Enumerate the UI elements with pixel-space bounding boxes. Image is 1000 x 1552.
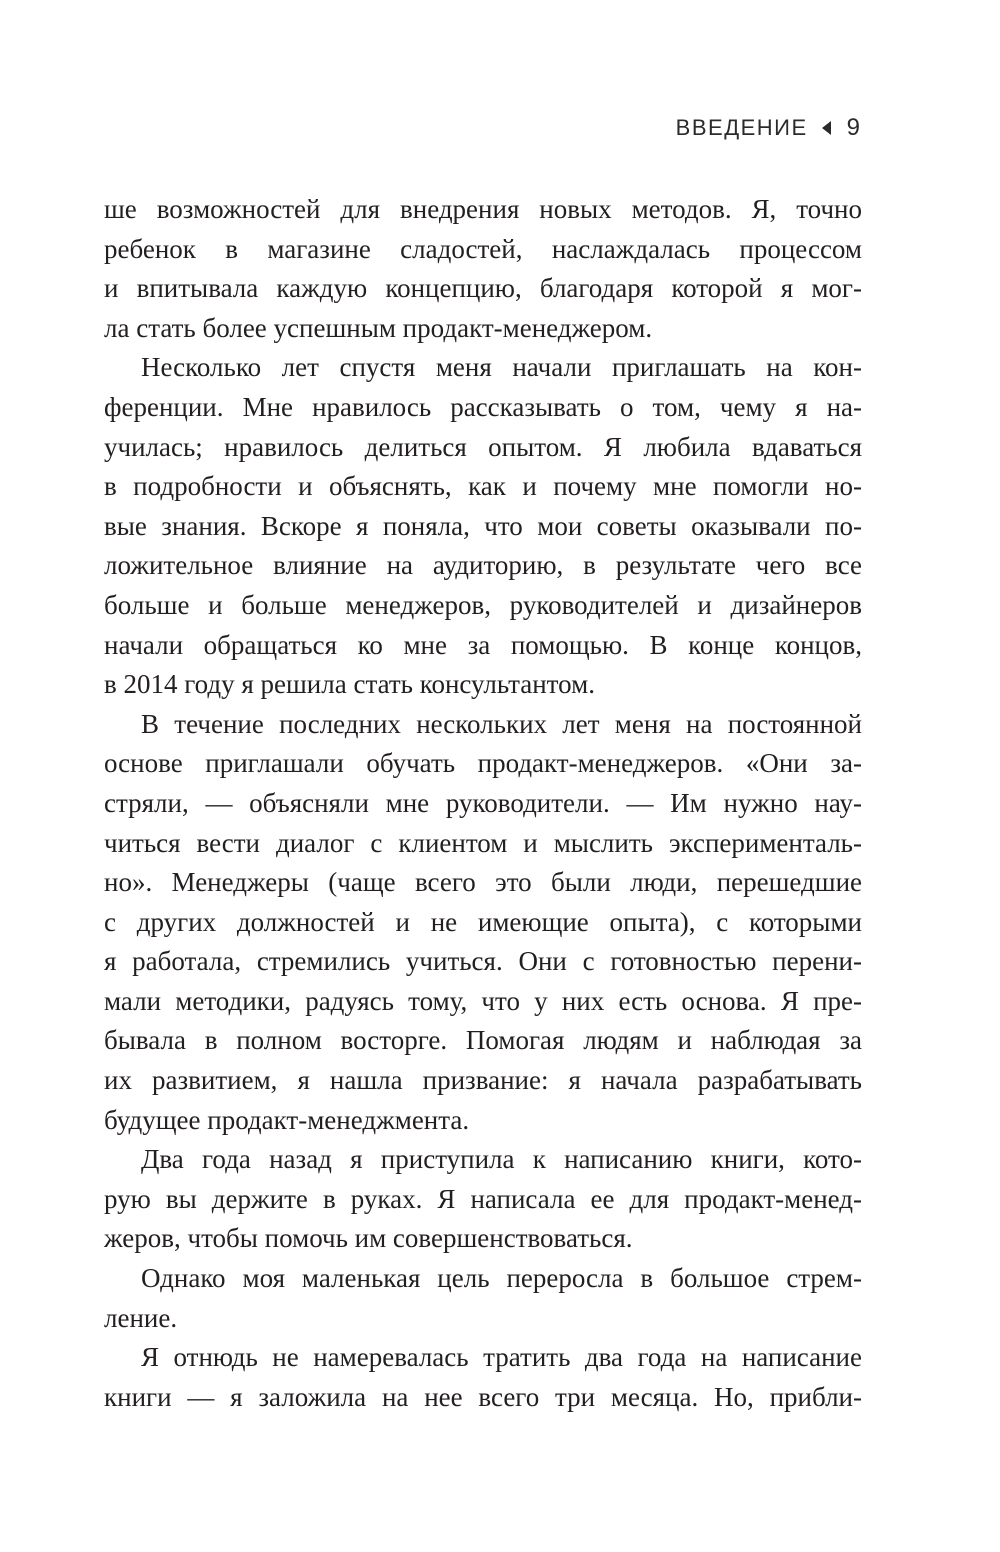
- left-triangle-icon: [822, 121, 831, 135]
- text-line: с других должностей и не имеющие опыта), с которыми: [104, 906, 862, 937]
- text-line: читься вести диалог с клиентом и мыслить эксперименталь-: [104, 827, 862, 858]
- text-line: ление.: [104, 1302, 178, 1333]
- text-line: и впитывала каждую концепцию, благодаря которой я мог-: [104, 273, 862, 304]
- text-line: стряли, — объясняли мне руководители. — Им нужно нау-: [104, 787, 862, 818]
- text-line: я работала, стремились учиться. Они с готовностью перени-: [104, 946, 862, 977]
- text-line: основе приглашали обучать продакт-менеджеров. «Они за-: [104, 748, 862, 779]
- paragraph: [104, 705, 862, 1141]
- text-line: училась; нравилось делиться опытом. Я любила вдаваться: [104, 431, 862, 462]
- text-line: ла стать более успешным продакт-менеджером.: [104, 312, 653, 343]
- text-line: в подробности и объяснять, как и почему мне помогли но-: [104, 471, 862, 502]
- section-title: ВВЕДЕНИЕ: [675, 115, 808, 140]
- text-line: Однако моя маленькая цель переросла в большое стрем-: [141, 1263, 862, 1294]
- text-line: Несколько лет спустя меня начали приглашать на кон-: [141, 352, 862, 383]
- running-head: [676, 114, 860, 142]
- text-line: бывала в полном восторге. Помогая людям и наблюдая за: [104, 1025, 862, 1056]
- page-number: 9: [846, 114, 860, 141]
- text-line: вые знания. Вскоре я поняла, что мои советы оказывали по-: [104, 510, 862, 541]
- paragraph: [104, 1338, 862, 1417]
- text-line: В течение последних нескольких лет меня на постоянной: [141, 708, 862, 739]
- text-line: будущее продакт-менеджмента.: [104, 1104, 470, 1135]
- text-line: книги — я заложила на нее всего три месяца. Но, прибли-: [104, 1381, 862, 1412]
- text-line: их развитием, я нашла призвание: я начала разрабатывать: [104, 1065, 862, 1096]
- text-line: ребенок в магазине сладостей, наслаждалась процессом: [104, 233, 862, 264]
- text-line: начали обращаться ко мне за помощью. В конце концов,: [104, 629, 862, 660]
- text-line: Я отнюдь не намеревалась тратить два года на написание: [141, 1342, 862, 1373]
- text-line: Два года назад я приступила к написанию книги, кото-: [141, 1144, 862, 1175]
- text-line: ложительное влияние на аудиторию, в результате чего все: [104, 550, 862, 581]
- text-line: жеров, чтобы помочь им совершенствоваться.: [104, 1223, 633, 1254]
- paragraph: [104, 190, 862, 348]
- text-line: мали методики, радуясь тому, что у них есть основа. Я пре-: [104, 985, 862, 1016]
- text-line: но». Менеджеры (чаще всего это были люди, перешедшие: [104, 867, 862, 898]
- paragraph: [104, 348, 862, 704]
- text-line: ше возможностей для внедрения новых методов. Я, точно: [104, 194, 862, 224]
- text-line: рую вы держите в руках. Я написала ее для продакт-менед-: [104, 1183, 862, 1214]
- text-line: больше и больше менеджеров, руководителей и дизайнеров: [104, 589, 862, 620]
- paragraph: [104, 1259, 862, 1338]
- text-line: ференции. Мне нравилось рассказывать о том, чему я на-: [104, 391, 862, 422]
- paragraph: [104, 1140, 862, 1259]
- body-text: [104, 190, 862, 1417]
- text-line: в 2014 году я решила стать консультантом.: [104, 669, 595, 700]
